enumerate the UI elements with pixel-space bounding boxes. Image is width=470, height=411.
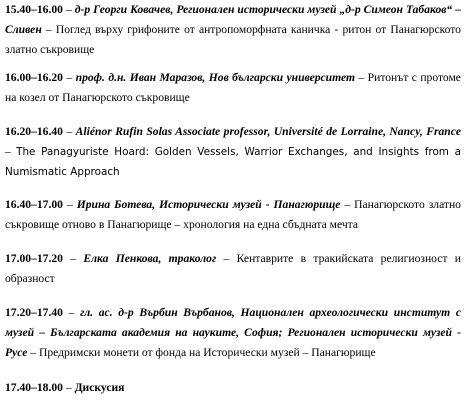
program-entry-1 xyxy=(5,0,461,60)
program-entry-4 xyxy=(5,195,461,235)
entry-institution: траколог xyxy=(168,252,217,265)
entry-institution: Исторически музей - Панагюрище xyxy=(159,198,341,211)
entry-separator: – xyxy=(66,125,73,138)
entry-speaker: гл. ас. д-р Върбин Върбанов, xyxy=(80,306,235,319)
entry-speaker: Aliénor Rufin Solas Associate professor, xyxy=(75,125,271,138)
entry-separator: – xyxy=(30,346,37,359)
entry-institution: Université de Lorraine, Nancy, France xyxy=(273,125,462,138)
entry-title: Ритонът с протоме на козел от Панагюрското съкровище xyxy=(5,71,461,104)
entry-institution: Нов български университет xyxy=(208,71,355,84)
entry-separator: – xyxy=(223,252,230,265)
entry-separator: – xyxy=(68,306,75,319)
entry-speaker: Елка Пенкова, xyxy=(83,252,162,265)
entry-time: 17.20–17.40 xyxy=(5,306,63,319)
entry-separator: – xyxy=(65,381,72,394)
entry-separator: – xyxy=(5,145,11,158)
entry-time: 16.20–16.40 xyxy=(5,125,63,138)
entry-separator: – xyxy=(45,23,52,36)
program-entry-6 xyxy=(5,303,461,363)
entry-speaker: д-р Георги Ковачев, xyxy=(74,3,174,16)
entry-time: 16.00–16.20 xyxy=(5,71,63,84)
entry-time: 15.40–16.00 xyxy=(5,3,63,16)
entry-title: Панагюрското златно съкровище отново в Панагюрище – хронология на една сбъдната мечта xyxy=(5,198,461,231)
entry-separator: – xyxy=(66,71,73,84)
program-entry-5 xyxy=(5,249,461,289)
entry-separator: – xyxy=(70,252,77,265)
entry-institution: Регионален исторически музей „д-р Симеон Табаков“ – Сливен xyxy=(5,3,461,36)
entry-title: Дискусия xyxy=(74,381,125,394)
entry-time: 17.40–18.00 xyxy=(5,381,63,394)
entry-separator: – xyxy=(66,198,73,211)
entry-time: 16.40–17.00 xyxy=(5,198,63,211)
entry-title: The Panagyuriste Hoard: Golden Vessels, Warrior Exchanges, and Insights from a Numismatic Approach xyxy=(5,146,461,178)
entry-title: Кентаврите в тракийската религиозност и образност xyxy=(5,252,461,285)
entry-separator: – xyxy=(65,3,72,16)
entry-separator: – xyxy=(344,198,351,211)
entry-speaker: Ирина Ботева, xyxy=(76,198,156,211)
program-entry-2 xyxy=(5,68,461,108)
entry-institution: Национален археологически институт с музей – Българската академия на науките, София; Регионален исторически музей - Русе xyxy=(5,306,461,359)
entry-separator: – xyxy=(358,71,365,84)
entry-title: Предримски монети от фонда на Исторически музей – Панагюрище xyxy=(38,346,376,359)
entry-speaker: проф. д.н. Иван Маразов, xyxy=(75,71,206,84)
program-entry-7 xyxy=(5,378,461,398)
entry-title: Поглед върху грифоните от антропоморфната каничка - ритон от Панагюрското златно съкровище xyxy=(5,23,461,56)
program-entry-3 xyxy=(5,122,461,182)
entry-time: 17.00–17.20 xyxy=(5,252,63,265)
